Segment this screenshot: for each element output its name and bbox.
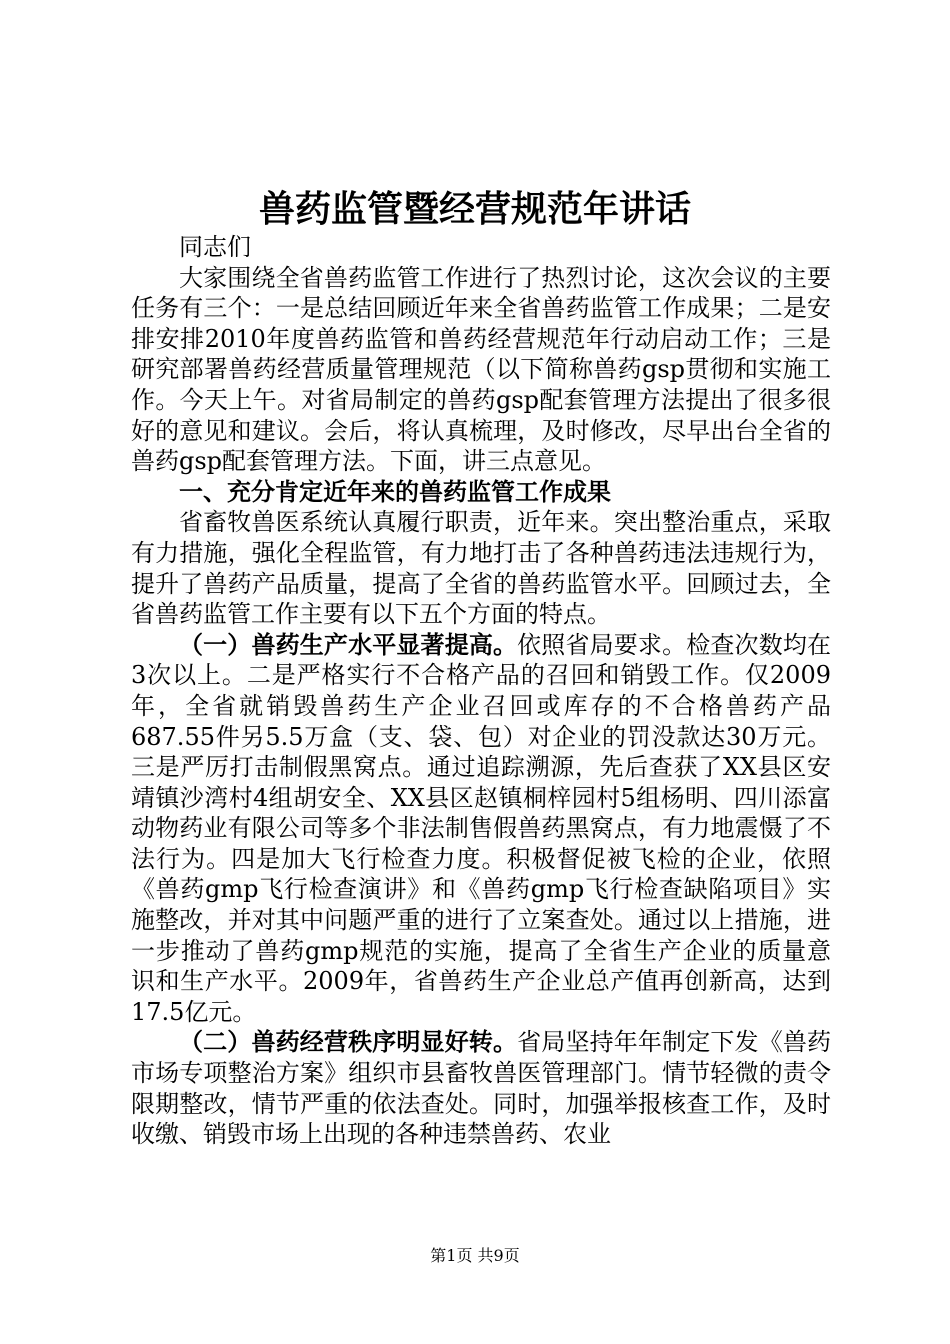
subsection-1-heading: （一）兽药生产水平显著提高。: [179, 630, 518, 659]
subsection-2-text: 省局坚持年年制定下发《兽药市场专项整治方案》组织市县畜牧兽医管理部门。情节轻微的责令限期整改，情节严重的依法查处。同时，加强举报核查工作，及时收缴、销毁市场上出现的各种违禁兽药、农业: [131, 1028, 832, 1149]
page-footer: 第1页 共9页: [430, 1246, 520, 1265]
intro-paragraph: 大家围绕全省兽药监管工作进行了热烈讨论，这次会议的主要任务有三个：一是总结回顾近年来全省兽药监管工作成果；二是安排安排2010年度兽药监管和兽药经营规范年行动启动工作；三是研究部署兽药经营质量管理规范（以下简称兽药gsp贯彻和实施工作。今天上午。对省局制定的兽药gsp配套管理方法提出了很多很好的意见和建议。会后，将认真梳理，及时修改，尽早出台全省的兽药gsp配套管理方法。下面，讲三点意见。: [131, 263, 831, 476]
subsection-1-paragraph: [131, 630, 831, 1028]
subsection-1-text: 依照省局要求。检查次数均在3次以上。二是严格实行不合格产品的召回和销毁工作。仅2009年，全省就销毁兽药生产企业召回或库存的不合格兽药产品687.55件另5.5万盒（支、袋、包）对企业的罚没款达30万元。三是严厉打击制假黑窝点。通过追踪溯源，先后查获了XX县区安靖镇沙湾村4组胡安全、XX县区赵镇桐梓园村5组杨明、四川添富动物药业有限公司等多个非法制售假兽药黑窝点，有力地震慑了不法行为。四是加大飞行检查力度。积极督促被飞检的企业，依照《兽药gmp飞行检查演讲》和《兽药gmp飞行检查缺陷项目》实施整改，并对其中问题严重的进行了立案查处。通过以上措施，进一步推动了兽药gmp规范的实施，提高了全省生产企业的质量意识和生产水平。2009年，省兽药生产企业总产值再创新高，达到17.5亿元。: [131, 630, 832, 1026]
document-body: [131, 232, 831, 1150]
section-1-heading: 一、充分肯定近年来的兽药监管工作成果: [179, 477, 611, 506]
document-title: 兽药监管暨经营规范年讲话: [258, 189, 691, 230]
salutation: 同志们: [179, 233, 251, 261]
subsection-2-heading: （二）兽药经营秩序明显好转。: [179, 1028, 518, 1057]
subsection-2-paragraph: [131, 1027, 831, 1149]
section-1-paragraph: 省畜牧兽医系统认真履行职责，近年来。突出整治重点，采取有力措施，强化全程监管，有力地打击了各种兽药违法违规行为，提升了兽药产品质量，提高了全省的兽药监管水平。回顾过去，全省兽药监管工作主要有以下五个方面的特点。: [131, 508, 831, 629]
